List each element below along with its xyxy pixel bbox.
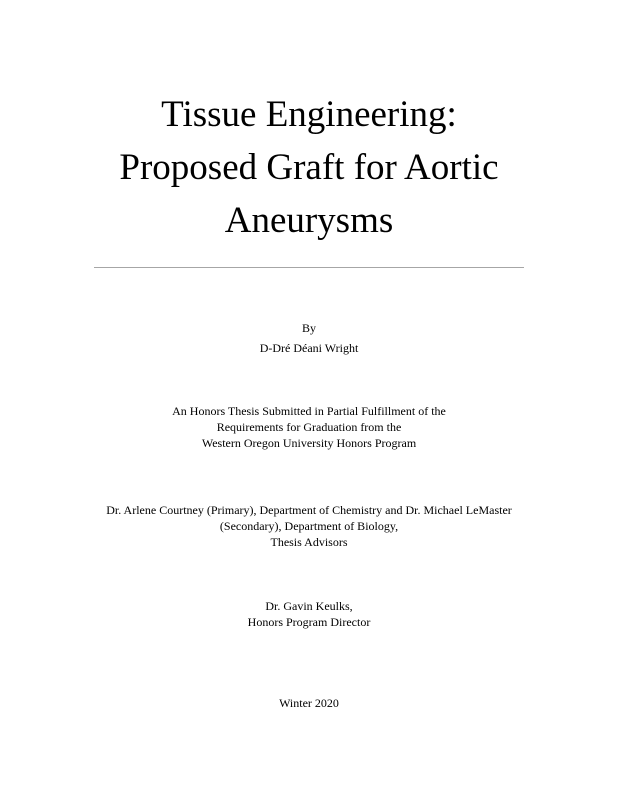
byline-label: By [301, 321, 316, 335]
byline [0, 318, 618, 358]
date-text: Winter 2020 [279, 696, 339, 710]
submission-line-3: Western Oregon University Honors Program [201, 436, 417, 450]
author-name: D-Dré Déani Wright [259, 341, 359, 355]
advisors-line-3: Thesis Advisors [270, 535, 348, 549]
submission-date [0, 696, 618, 710]
thesis-title [0, 88, 618, 247]
submission-statement [0, 403, 618, 451]
director-line-2: Honors Program Director [247, 615, 371, 629]
program-director [0, 598, 618, 630]
advisors-line-1: Dr. Arlene Courtney (Primary), Department of Chemistry and Dr. Michael LeMaster [106, 503, 512, 517]
director-line-1: Dr. Gavin Keulks, [265, 599, 353, 613]
thesis-advisors [0, 502, 618, 550]
advisors-line-2: (Secondary), Department of Biology, [219, 519, 399, 533]
thesis-title-line-3: Aneurysms [224, 200, 394, 241]
submission-line-2: Requirements for Graduation from the [216, 420, 402, 434]
thesis-title-line-2: Proposed Graft for Aortic [119, 147, 499, 188]
submission-line-1: An Honors Thesis Submitted in Partial Fulfillment of the [172, 404, 446, 418]
title-divider [94, 267, 524, 268]
thesis-title-line-1: Tissue Engineering: [161, 94, 457, 135]
